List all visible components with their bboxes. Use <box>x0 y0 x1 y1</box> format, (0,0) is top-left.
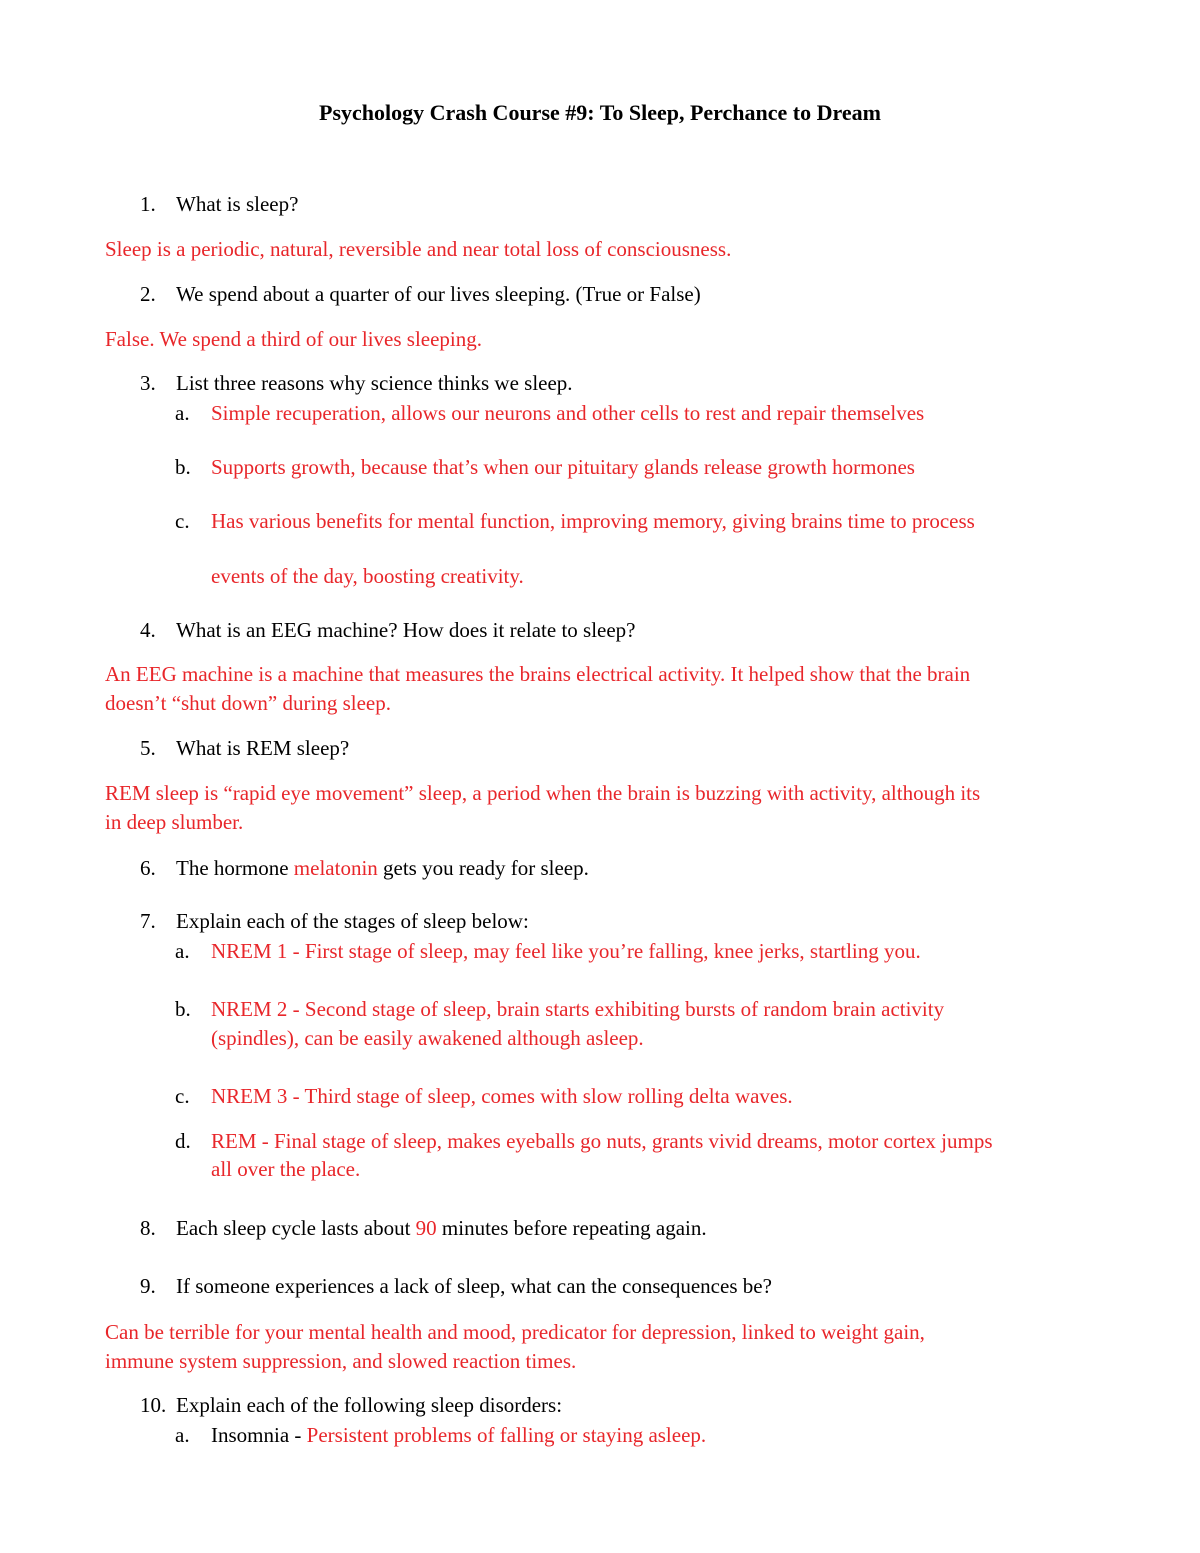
question-3 <box>140 369 573 398</box>
question-number: 6. <box>140 856 156 880</box>
item-continuation: all over the place. <box>211 1157 361 1181</box>
answer-1: Sleep is a periodic, natural, reversible and near total loss of consciousness. <box>105 237 732 261</box>
question-7 <box>140 907 529 936</box>
list-item <box>175 1421 706 1450</box>
item-text: Supports growth, because that’s when our pituitary glands release growth hormones <box>211 455 915 479</box>
item-text: Simple recuperation, allows our neurons and other cells to rest and repair themselves <box>211 401 925 425</box>
answer-4-line-2: doesn’t “shut down” during sleep. <box>105 691 391 715</box>
item-letter: a. <box>175 401 190 425</box>
list-item <box>175 995 944 1024</box>
question-text: What is sleep? <box>176 192 299 216</box>
page-title: Psychology Crash Course #9: To Sleep, Perchance to Dream <box>319 100 881 125</box>
question-text: If someone experiences a lack of sleep, what can the consequences be? <box>176 1274 772 1298</box>
item-term: Insomnia - <box>211 1423 307 1447</box>
question-number: 1. <box>140 192 156 216</box>
list-item <box>175 453 915 482</box>
item-text: NREM 3 - Third stage of sleep, comes with slow rolling delta waves. <box>211 1084 793 1108</box>
item-letter: d. <box>175 1129 191 1153</box>
question-8 <box>140 1214 707 1243</box>
question-10 <box>140 1391 562 1420</box>
question-number: 2. <box>140 282 156 306</box>
list-item <box>175 1082 793 1111</box>
question-text: List three reasons why science thinks we sleep. <box>176 371 573 395</box>
answer-9-line-1: Can be terrible for your mental health and mood, predicator for depression, linked to weight gain, <box>105 1320 925 1344</box>
question-text: What is an EEG machine? How does it relate to sleep? <box>176 618 636 642</box>
question-answer: melatonin <box>293 856 378 880</box>
answer-9-line-2: immune system suppression, and slowed reaction times. <box>105 1349 577 1373</box>
item-letter: b. <box>175 997 191 1021</box>
question-text: Explain each of the following sleep disorders: <box>176 1393 563 1417</box>
item-text: Has various benefits for mental function, improving memory, giving brains time to process <box>211 509 975 533</box>
question-5 <box>140 734 349 763</box>
item-letter: b. <box>175 455 191 479</box>
answer-4-line-1: An EEG machine is a machine that measures the brains electrical activity. It helped show that the brain <box>105 662 971 686</box>
list-item <box>175 507 975 536</box>
item-letter: c. <box>175 509 190 533</box>
item-letter: c. <box>175 1084 190 1108</box>
list-item <box>175 399 924 428</box>
question-2 <box>140 280 701 309</box>
item-continuation: events of the day, boosting creativity. <box>211 564 524 588</box>
question-number: 5. <box>140 736 156 760</box>
question-text: Explain each of the stages of sleep below: <box>176 909 529 933</box>
question-text-before: Each sleep cycle lasts about <box>176 1216 416 1240</box>
item-text: Persistent problems of falling or staying asleep. <box>306 1423 707 1447</box>
list-item <box>175 1127 993 1156</box>
question-number: 10. <box>140 1393 167 1417</box>
item-letter: a. <box>175 1423 190 1447</box>
question-text-after: minutes before repeating again. <box>436 1216 707 1240</box>
item-text: REM - Final stage of sleep, makes eyeballs go nuts, grants vivid dreams, motor cortex jumps <box>211 1129 993 1153</box>
question-9 <box>140 1272 772 1301</box>
question-1 <box>140 190 298 219</box>
question-6 <box>140 854 589 883</box>
question-text-after: gets you ready for sleep. <box>377 856 589 880</box>
item-text: NREM 1 - First stage of sleep, may feel like you’re falling, knee jerks, startling you. <box>211 939 921 963</box>
question-text: What is REM sleep? <box>176 736 350 760</box>
answer-5-line-1: REM sleep is “rapid eye movement” sleep, a period when the brain is buzzing with activity, although its <box>105 781 981 805</box>
question-number: 9. <box>140 1274 156 1298</box>
answer-2: False. We spend a third of our lives sleeping. <box>105 327 483 351</box>
answer-5-line-2: in deep slumber. <box>105 810 244 834</box>
question-number: 8. <box>140 1216 156 1240</box>
question-text-before: The hormone <box>176 856 294 880</box>
item-letter: a. <box>175 939 190 963</box>
question-number: 4. <box>140 618 156 642</box>
list-item <box>175 937 921 966</box>
item-text: NREM 2 - Second stage of sleep, brain starts exhibiting bursts of random brain activity <box>211 997 945 1021</box>
question-4 <box>140 616 636 645</box>
question-number: 7. <box>140 909 156 933</box>
item-continuation: (spindles), can be easily awakened although asleep. <box>211 1026 644 1050</box>
question-answer: 90 <box>415 1216 437 1240</box>
question-text: We spend about a quarter of our lives sleeping. (True or False) <box>176 282 701 306</box>
question-number: 3. <box>140 371 156 395</box>
